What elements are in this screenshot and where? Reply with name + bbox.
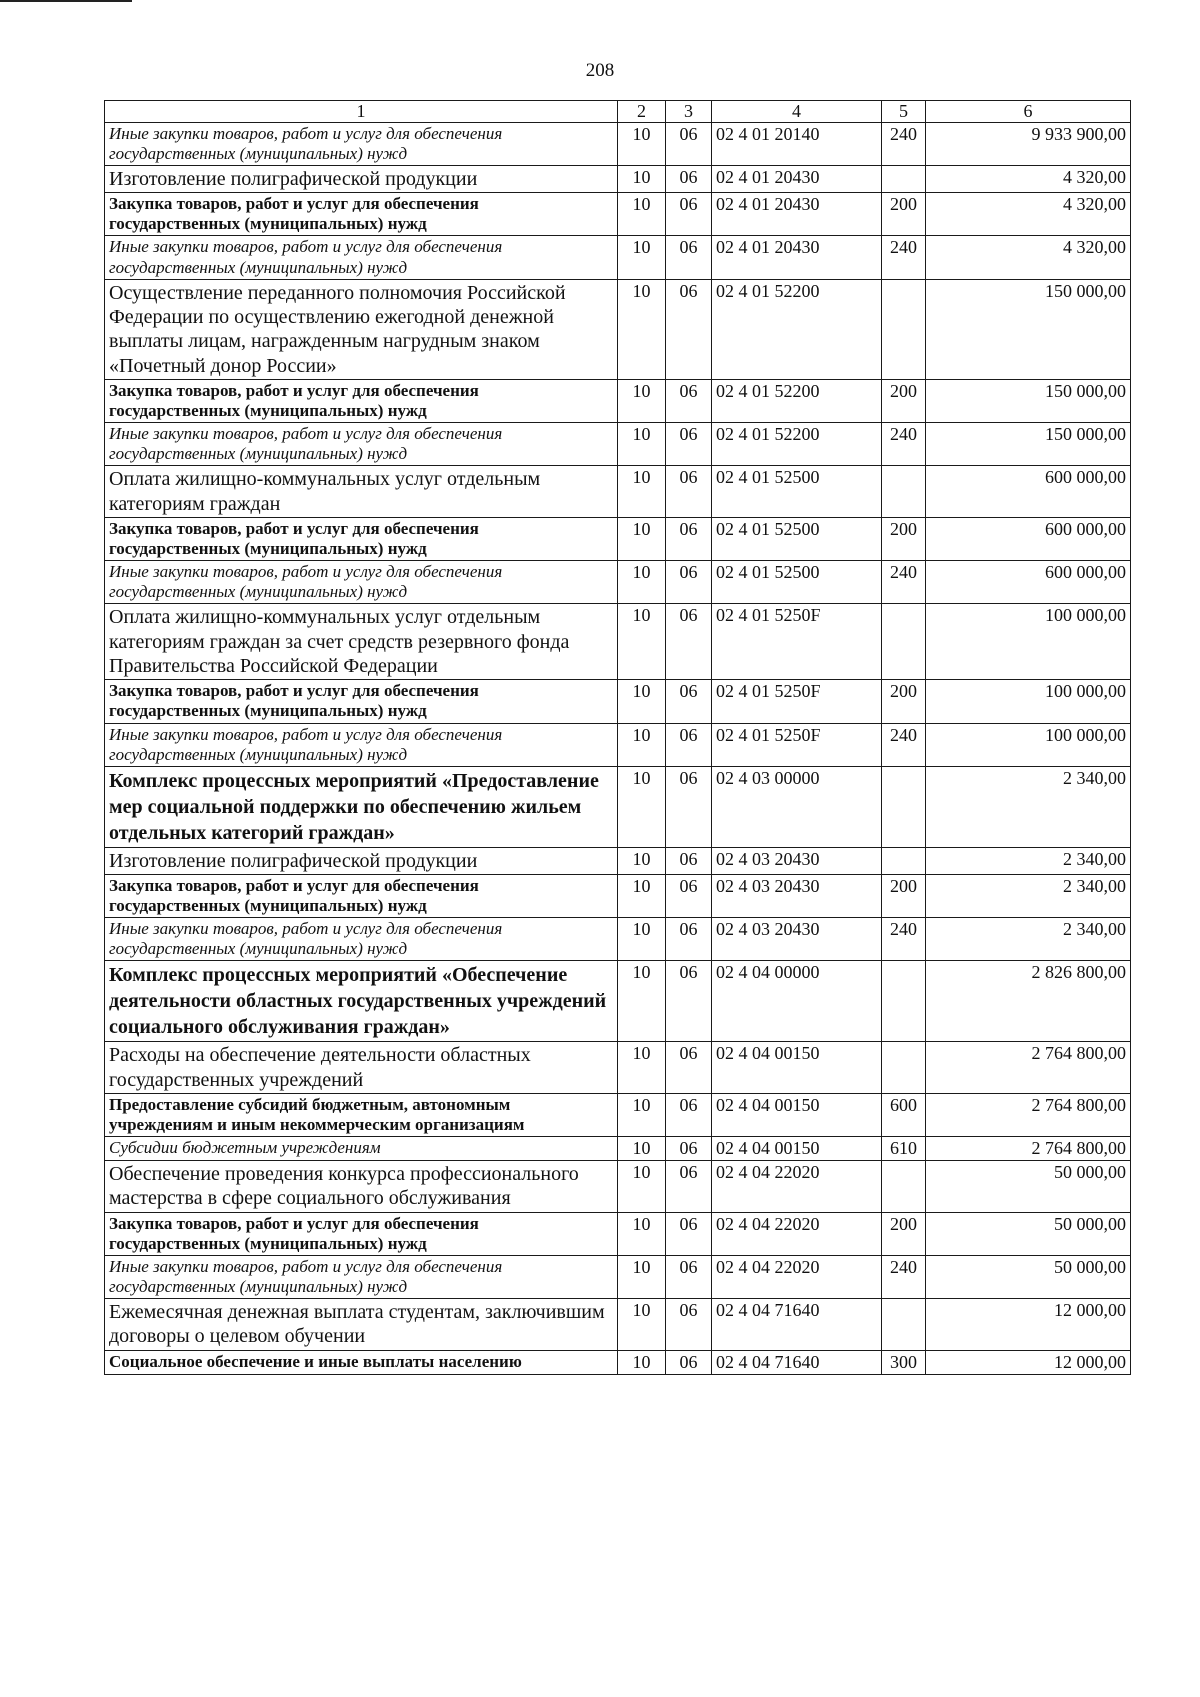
row-subsection: 06 bbox=[666, 723, 712, 766]
row-name: Оплата жилищно-коммунальных услуг отдельным категориям граждан bbox=[105, 466, 618, 518]
row-name: Закупка товаров, работ и услуг для обеспечения государственных (муниципальных) нужд bbox=[105, 380, 618, 423]
row-expense-type bbox=[882, 766, 926, 847]
row-section: 10 bbox=[618, 1298, 666, 1350]
row-section: 10 bbox=[618, 1160, 666, 1212]
row-expense-type: 240 bbox=[882, 423, 926, 466]
row-target-code: 02 4 03 20430 bbox=[712, 918, 882, 961]
row-section: 10 bbox=[618, 604, 666, 680]
row-section: 10 bbox=[618, 165, 666, 192]
row-subsection: 06 bbox=[666, 680, 712, 723]
row-name: Закупка товаров, работ и услуг для обеспечения государственных (муниципальных) нужд bbox=[105, 193, 618, 236]
row-expense-type: 240 bbox=[882, 1255, 926, 1298]
row-amount: 2 764 800,00 bbox=[926, 1042, 1131, 1094]
row-amount: 2 340,00 bbox=[926, 875, 1131, 918]
row-target-code: 02 4 04 71640 bbox=[712, 1350, 882, 1374]
row-expense-type: 200 bbox=[882, 680, 926, 723]
row-subsection: 06 bbox=[666, 466, 712, 518]
row-section: 10 bbox=[618, 847, 666, 874]
table-row bbox=[105, 1042, 1131, 1094]
row-amount: 2 826 800,00 bbox=[926, 961, 1131, 1042]
row-section: 10 bbox=[618, 193, 666, 236]
table-row bbox=[105, 466, 1131, 518]
row-subsection: 06 bbox=[666, 236, 712, 279]
row-expense-type: 240 bbox=[882, 236, 926, 279]
row-amount: 600 000,00 bbox=[926, 466, 1131, 518]
row-subsection: 06 bbox=[666, 766, 712, 847]
row-amount: 600 000,00 bbox=[926, 561, 1131, 604]
row-name: Иные закупки товаров, работ и услуг для обеспечения государственных (муниципальных) нужд bbox=[105, 561, 618, 604]
table-row bbox=[105, 193, 1131, 236]
row-subsection: 06 bbox=[666, 380, 712, 423]
row-expense-type: 300 bbox=[882, 1350, 926, 1374]
row-subsection: 06 bbox=[666, 1350, 712, 1374]
row-target-code: 02 4 01 5250F bbox=[712, 723, 882, 766]
row-amount: 100 000,00 bbox=[926, 723, 1131, 766]
row-amount: 100 000,00 bbox=[926, 604, 1131, 680]
row-amount: 12 000,00 bbox=[926, 1350, 1131, 1374]
row-expense-type: 200 bbox=[882, 1212, 926, 1255]
row-expense-type bbox=[882, 279, 926, 380]
row-name: Закупка товаров, работ и услуг для обеспечения государственных (муниципальных) нужд bbox=[105, 518, 618, 561]
row-amount: 150 000,00 bbox=[926, 423, 1131, 466]
row-expense-type bbox=[882, 961, 926, 1042]
row-section: 10 bbox=[618, 466, 666, 518]
table-row bbox=[105, 279, 1131, 380]
column-header: 5 bbox=[882, 101, 926, 123]
row-name: Комплекс процессных мероприятий «Обеспечение деятельности областных государственных учреждений социального обслуживания граждан» bbox=[105, 961, 618, 1042]
row-amount: 2 340,00 bbox=[926, 918, 1131, 961]
table-row bbox=[105, 723, 1131, 766]
column-header: 6 bbox=[926, 101, 1131, 123]
table-body bbox=[105, 122, 1131, 1374]
row-amount: 4 320,00 bbox=[926, 193, 1131, 236]
row-target-code: 02 4 04 22020 bbox=[712, 1212, 882, 1255]
row-target-code: 02 4 04 00150 bbox=[712, 1093, 882, 1136]
table-row bbox=[105, 766, 1131, 847]
row-name: Иные закупки товаров, работ и услуг для обеспечения государственных (муниципальных) нужд bbox=[105, 723, 618, 766]
table-row bbox=[105, 1255, 1131, 1298]
column-header: 4 bbox=[712, 101, 882, 123]
row-target-code: 02 4 01 52500 bbox=[712, 561, 882, 604]
row-section: 10 bbox=[618, 236, 666, 279]
row-section: 10 bbox=[618, 723, 666, 766]
row-name: Ежемесячная денежная выплата студентам, заключившим договоры о целевом обучении bbox=[105, 1298, 618, 1350]
row-target-code: 02 4 01 52500 bbox=[712, 466, 882, 518]
table-row bbox=[105, 165, 1131, 192]
row-name: Осуществление переданного полномочия Российской Федерации по осуществлению ежегодной денежной выплаты лицам, награжденным нагрудным знаком «Почетный донор России» bbox=[105, 279, 618, 380]
row-amount: 150 000,00 bbox=[926, 380, 1131, 423]
row-name: Закупка товаров, работ и услуг для обеспечения государственных (муниципальных) нужд bbox=[105, 875, 618, 918]
table-row bbox=[105, 918, 1131, 961]
table-row bbox=[105, 518, 1131, 561]
row-amount: 2 764 800,00 bbox=[926, 1093, 1131, 1136]
row-section: 10 bbox=[618, 1350, 666, 1374]
table-row bbox=[105, 236, 1131, 279]
column-header: 3 bbox=[666, 101, 712, 123]
table-row bbox=[105, 1160, 1131, 1212]
row-subsection: 06 bbox=[666, 1255, 712, 1298]
row-section: 10 bbox=[618, 423, 666, 466]
row-subsection: 06 bbox=[666, 1160, 712, 1212]
row-target-code: 02 4 04 71640 bbox=[712, 1298, 882, 1350]
row-subsection: 06 bbox=[666, 518, 712, 561]
table-row bbox=[105, 1298, 1131, 1350]
row-expense-type: 240 bbox=[882, 918, 926, 961]
row-amount: 600 000,00 bbox=[926, 518, 1131, 561]
table-row bbox=[105, 561, 1131, 604]
row-amount: 100 000,00 bbox=[926, 680, 1131, 723]
table-row bbox=[105, 1212, 1131, 1255]
table-row bbox=[105, 122, 1131, 165]
row-section: 10 bbox=[618, 380, 666, 423]
row-section: 10 bbox=[618, 1042, 666, 1094]
row-target-code: 02 4 03 20430 bbox=[712, 875, 882, 918]
row-target-code: 02 4 01 20430 bbox=[712, 236, 882, 279]
row-name: Социальное обеспечение и иные выплаты населению bbox=[105, 1350, 618, 1374]
row-name: Иные закупки товаров, работ и услуг для обеспечения государственных (муниципальных) нужд bbox=[105, 1255, 618, 1298]
row-subsection: 06 bbox=[666, 1042, 712, 1094]
row-amount: 2 764 800,00 bbox=[926, 1137, 1131, 1161]
row-name: Расходы на обеспечение деятельности областных государственных учреждений bbox=[105, 1042, 618, 1094]
table-header-row bbox=[105, 101, 1131, 123]
table-row bbox=[105, 1350, 1131, 1374]
table-row bbox=[105, 604, 1131, 680]
row-subsection: 06 bbox=[666, 193, 712, 236]
row-name: Обеспечение проведения конкурса профессионального мастерства в сфере социального обслуживания bbox=[105, 1160, 618, 1212]
row-section: 10 bbox=[618, 561, 666, 604]
row-target-code: 02 4 04 22020 bbox=[712, 1160, 882, 1212]
row-target-code: 02 4 01 5250F bbox=[712, 604, 882, 680]
row-amount: 150 000,00 bbox=[926, 279, 1131, 380]
row-target-code: 02 4 01 5250F bbox=[712, 680, 882, 723]
row-subsection: 06 bbox=[666, 1212, 712, 1255]
row-section: 10 bbox=[618, 1255, 666, 1298]
row-name: Иные закупки товаров, работ и услуг для обеспечения государственных (муниципальных) нужд bbox=[105, 423, 618, 466]
row-section: 10 bbox=[618, 961, 666, 1042]
row-section: 10 bbox=[618, 279, 666, 380]
row-target-code: 02 4 01 52200 bbox=[712, 279, 882, 380]
row-section: 10 bbox=[618, 1212, 666, 1255]
table-row bbox=[105, 1093, 1131, 1136]
row-target-code: 02 4 04 00150 bbox=[712, 1137, 882, 1161]
row-target-code: 02 4 01 52200 bbox=[712, 423, 882, 466]
row-amount: 9 933 900,00 bbox=[926, 122, 1131, 165]
table-row bbox=[105, 680, 1131, 723]
row-name: Субсидии бюджетным учреждениям bbox=[105, 1137, 618, 1161]
row-name: Закупка товаров, работ и услуг для обеспечения государственных (муниципальных) нужд bbox=[105, 680, 618, 723]
table-row bbox=[105, 380, 1131, 423]
table-row bbox=[105, 847, 1131, 874]
row-name: Изготовление полиграфической продукции bbox=[105, 847, 618, 874]
row-target-code: 02 4 04 00000 bbox=[712, 961, 882, 1042]
column-header: 1 bbox=[105, 101, 618, 123]
row-name: Предоставление субсидий бюджетным, автономным учреждениям и иным некоммерческим организациям bbox=[105, 1093, 618, 1136]
row-subsection: 06 bbox=[666, 961, 712, 1042]
column-header: 2 bbox=[618, 101, 666, 123]
row-amount: 4 320,00 bbox=[926, 165, 1131, 192]
row-section: 10 bbox=[618, 918, 666, 961]
row-name: Комплекс процессных мероприятий «Предоставление мер социальной поддержки по обеспечению жильем отдельных категорий граждан» bbox=[105, 766, 618, 847]
row-name: Закупка товаров, работ и услуг для обеспечения государственных (муниципальных) нужд bbox=[105, 1212, 618, 1255]
table-row bbox=[105, 1137, 1131, 1161]
row-subsection: 06 bbox=[666, 122, 712, 165]
row-name: Иные закупки товаров, работ и услуг для обеспечения государственных (муниципальных) нужд bbox=[105, 918, 618, 961]
row-subsection: 06 bbox=[666, 918, 712, 961]
row-amount: 4 320,00 bbox=[926, 236, 1131, 279]
row-name: Иные закупки товаров, работ и услуг для обеспечения государственных (муниципальных) нужд bbox=[105, 236, 618, 279]
row-section: 10 bbox=[618, 1093, 666, 1136]
row-expense-type bbox=[882, 1298, 926, 1350]
row-target-code: 02 4 03 20430 bbox=[712, 847, 882, 874]
row-subsection: 06 bbox=[666, 1137, 712, 1161]
row-subsection: 06 bbox=[666, 423, 712, 466]
row-amount: 12 000,00 bbox=[926, 1298, 1131, 1350]
row-subsection: 06 bbox=[666, 561, 712, 604]
row-subsection: 06 bbox=[666, 279, 712, 380]
page-number: 208 bbox=[585, 60, 615, 81]
row-target-code: 02 4 01 20430 bbox=[712, 193, 882, 236]
row-section: 10 bbox=[618, 518, 666, 561]
row-name: Иные закупки товаров, работ и услуг для обеспечения государственных (муниципальных) нужд bbox=[105, 122, 618, 165]
table-row bbox=[105, 875, 1131, 918]
table-row bbox=[105, 423, 1131, 466]
row-target-code: 02 4 04 00150 bbox=[712, 1042, 882, 1094]
row-name: Оплата жилищно-коммунальных услуг отдельным категориям граждан за счет средств резервного фонда Правительства Российской Федерации bbox=[105, 604, 618, 680]
row-amount: 50 000,00 bbox=[926, 1255, 1131, 1298]
row-section: 10 bbox=[618, 680, 666, 723]
table-row bbox=[105, 961, 1131, 1042]
row-subsection: 06 bbox=[666, 604, 712, 680]
row-target-code: 02 4 01 20140 bbox=[712, 122, 882, 165]
row-expense-type: 200 bbox=[882, 518, 926, 561]
row-amount: 2 340,00 bbox=[926, 766, 1131, 847]
row-subsection: 06 bbox=[666, 847, 712, 874]
row-subsection: 06 bbox=[666, 165, 712, 192]
row-section: 10 bbox=[618, 122, 666, 165]
row-expense-type bbox=[882, 165, 926, 192]
row-section: 10 bbox=[618, 875, 666, 918]
row-name: Изготовление полиграфической продукции bbox=[105, 165, 618, 192]
row-expense-type bbox=[882, 466, 926, 518]
row-expense-type: 240 bbox=[882, 122, 926, 165]
row-amount: 50 000,00 bbox=[926, 1212, 1131, 1255]
row-expense-type: 200 bbox=[882, 380, 926, 423]
row-expense-type: 240 bbox=[882, 561, 926, 604]
row-target-code: 02 4 01 52500 bbox=[712, 518, 882, 561]
row-subsection: 06 bbox=[666, 1298, 712, 1350]
row-section: 10 bbox=[618, 766, 666, 847]
row-expense-type: 200 bbox=[882, 193, 926, 236]
row-target-code: 02 4 04 22020 bbox=[712, 1255, 882, 1298]
row-expense-type: 240 bbox=[882, 723, 926, 766]
row-expense-type bbox=[882, 1160, 926, 1212]
row-expense-type: 610 bbox=[882, 1137, 926, 1161]
row-amount: 50 000,00 bbox=[926, 1160, 1131, 1212]
row-expense-type: 200 bbox=[882, 875, 926, 918]
row-subsection: 06 bbox=[666, 875, 712, 918]
top-edge-line bbox=[0, 0, 132, 2]
row-amount: 2 340,00 bbox=[926, 847, 1131, 874]
row-expense-type bbox=[882, 1042, 926, 1094]
row-section: 10 bbox=[618, 1137, 666, 1161]
row-subsection: 06 bbox=[666, 1093, 712, 1136]
row-target-code: 02 4 01 52200 bbox=[712, 380, 882, 423]
budget-table bbox=[104, 100, 1131, 1375]
row-target-code: 02 4 01 20430 bbox=[712, 165, 882, 192]
row-expense-type bbox=[882, 847, 926, 874]
row-expense-type: 600 bbox=[882, 1093, 926, 1136]
row-target-code: 02 4 03 00000 bbox=[712, 766, 882, 847]
row-expense-type bbox=[882, 604, 926, 680]
